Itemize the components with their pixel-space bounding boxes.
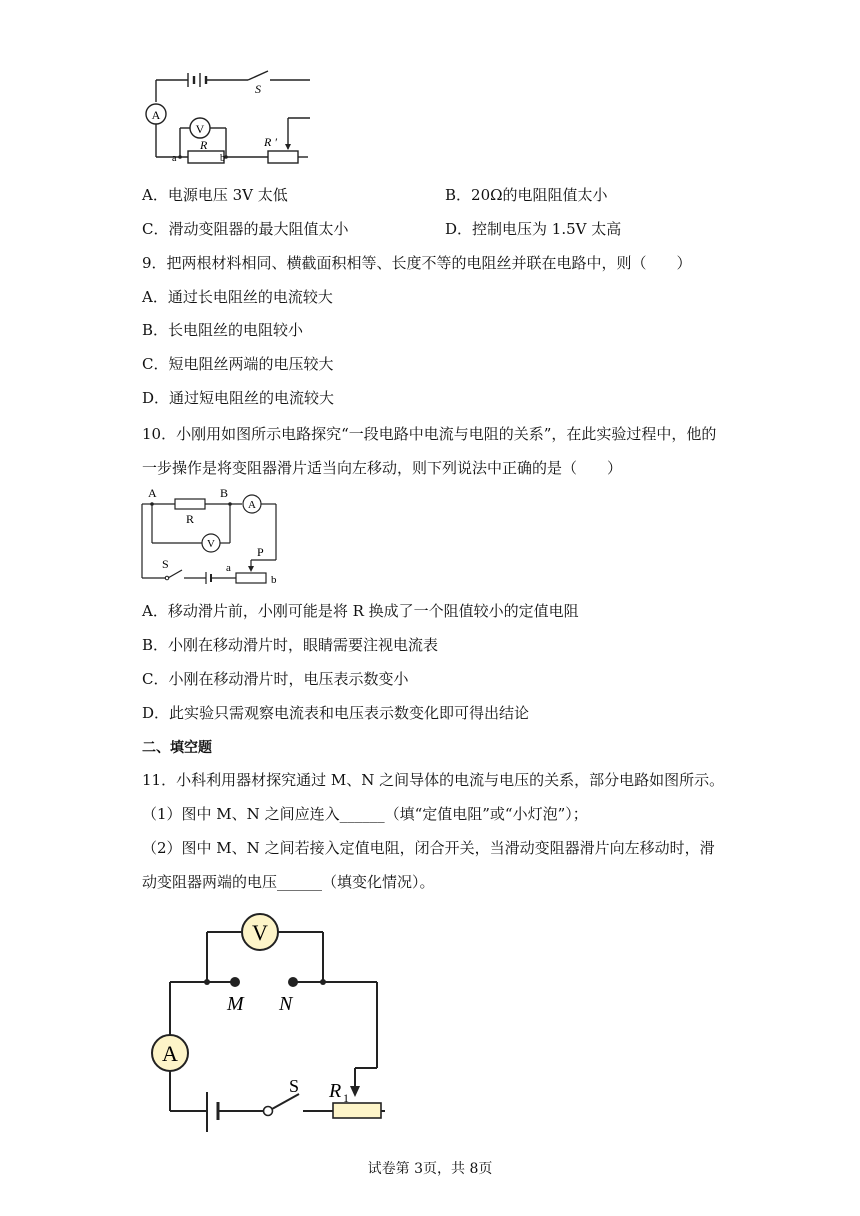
q9-option-c: C．短电阻丝两端的电压较大 — [142, 355, 334, 373]
q8-switch-label: S — [255, 82, 261, 96]
q11-rheostat-subscript: 1 — [343, 1091, 349, 1105]
q8-rheostat-label: R ′ — [264, 135, 277, 149]
q9-option-b: B．长电阻丝的电阻较小 — [142, 321, 304, 339]
q8-option-c: C．滑动变阻器的最大阻值太小 — [142, 220, 349, 238]
q10-option-d: D．此实验只需观察电流表和电压表示数变化即可得出结论 — [142, 704, 530, 722]
q11-ammeter-label: A — [162, 1041, 178, 1066]
q11-rheostat-label: R — [329, 1080, 342, 1102]
q8-option-d: D．控制电压为 1.5V 太高 — [445, 220, 622, 238]
q11-rheostat — [333, 1103, 381, 1118]
q11-part2-line2: 动变阻器两端的电压______（填变化情况）。 — [142, 873, 435, 891]
q10-point-A-label: A — [148, 486, 157, 500]
q8-point-a-label: a — [172, 153, 177, 164]
q9-option-d: D．通过短电阻丝的电流较大 — [142, 389, 335, 407]
q11-terminal-m — [230, 977, 240, 987]
q11-voltmeter-label: V — [252, 920, 268, 945]
page-footer: 试卷第 3页，共 8页 — [367, 1161, 493, 1177]
q10-circuit-diagram — [140, 484, 285, 584]
q10-resistor-label: R — [186, 512, 195, 526]
q9-stem: 9．把两根材料相同、横截面积相等、长度不等的电阻丝并联在电路中，则（ ） — [142, 254, 692, 272]
q9-option-a: A．通过长电阻丝的电流较大 — [142, 288, 333, 306]
q11-circuit-diagram — [145, 910, 395, 1140]
q11-n-label: N — [279, 993, 293, 1015]
q11-switch-label: S — [289, 1076, 300, 1096]
q10-option-a: A．移动滑片前，小刚可能是将 R 换成了一个阻值较小的定值电阻 — [142, 602, 579, 620]
q10-ammeter-label: A — [248, 499, 256, 511]
q10-point-B-label: B — [220, 486, 229, 500]
q10-stem-line1: 10．小刚用如图所示电路探究“一段电路中电流与电阻的关系”，在此实验过程中，他的 — [142, 425, 717, 443]
q8-option-a: A．电源电压 3V 太低 — [142, 186, 288, 204]
q8-voltmeter-label: V — [195, 122, 205, 136]
q11-part2-line1: （2）图中 M、N 之间若接入定值电阻，闭合开关，当滑动变阻器滑片向左移动时，滑 — [142, 839, 715, 857]
q10-option-b: B．小刚在移动滑片时，眼睛需要注视电流表 — [142, 636, 439, 654]
q10-slider-label: P — [257, 545, 264, 559]
q11-stem: 11．小科利用器材探究通过 M、N 之间导体的电流与电压的关系，部分电路如图所示。 — [142, 771, 725, 789]
q10-option-c: C．小刚在移动滑片时，电压表示数变小 — [142, 670, 409, 688]
q11-m-label: M — [227, 993, 244, 1015]
q11-part1: （1）图中 M、N 之间应连入______（填“定值电阻”或“小灯泡”）； — [142, 805, 588, 823]
q8-resistor-label: R — [200, 138, 208, 152]
q10-switch-label: S — [162, 557, 169, 571]
q8-circuit-diagram — [140, 64, 310, 164]
section-title-fill-in: 二、填空题 — [142, 740, 212, 756]
q10-voltmeter-label: V — [207, 538, 215, 550]
q8-point-b-label: b — [220, 153, 225, 164]
q8-ammeter-label: A — [151, 108, 161, 122]
q10-point-b-label: b — [271, 574, 277, 584]
q10-point-a-label: a — [226, 562, 231, 574]
q8-option-b: B．20Ω的电阻阻值太小 — [445, 186, 608, 204]
q10-stem-line2: 一步操作是将变阻器滑片适当向左移动，则下列说法中正确的是（ ） — [142, 459, 623, 477]
q11-terminal-n — [288, 977, 298, 987]
